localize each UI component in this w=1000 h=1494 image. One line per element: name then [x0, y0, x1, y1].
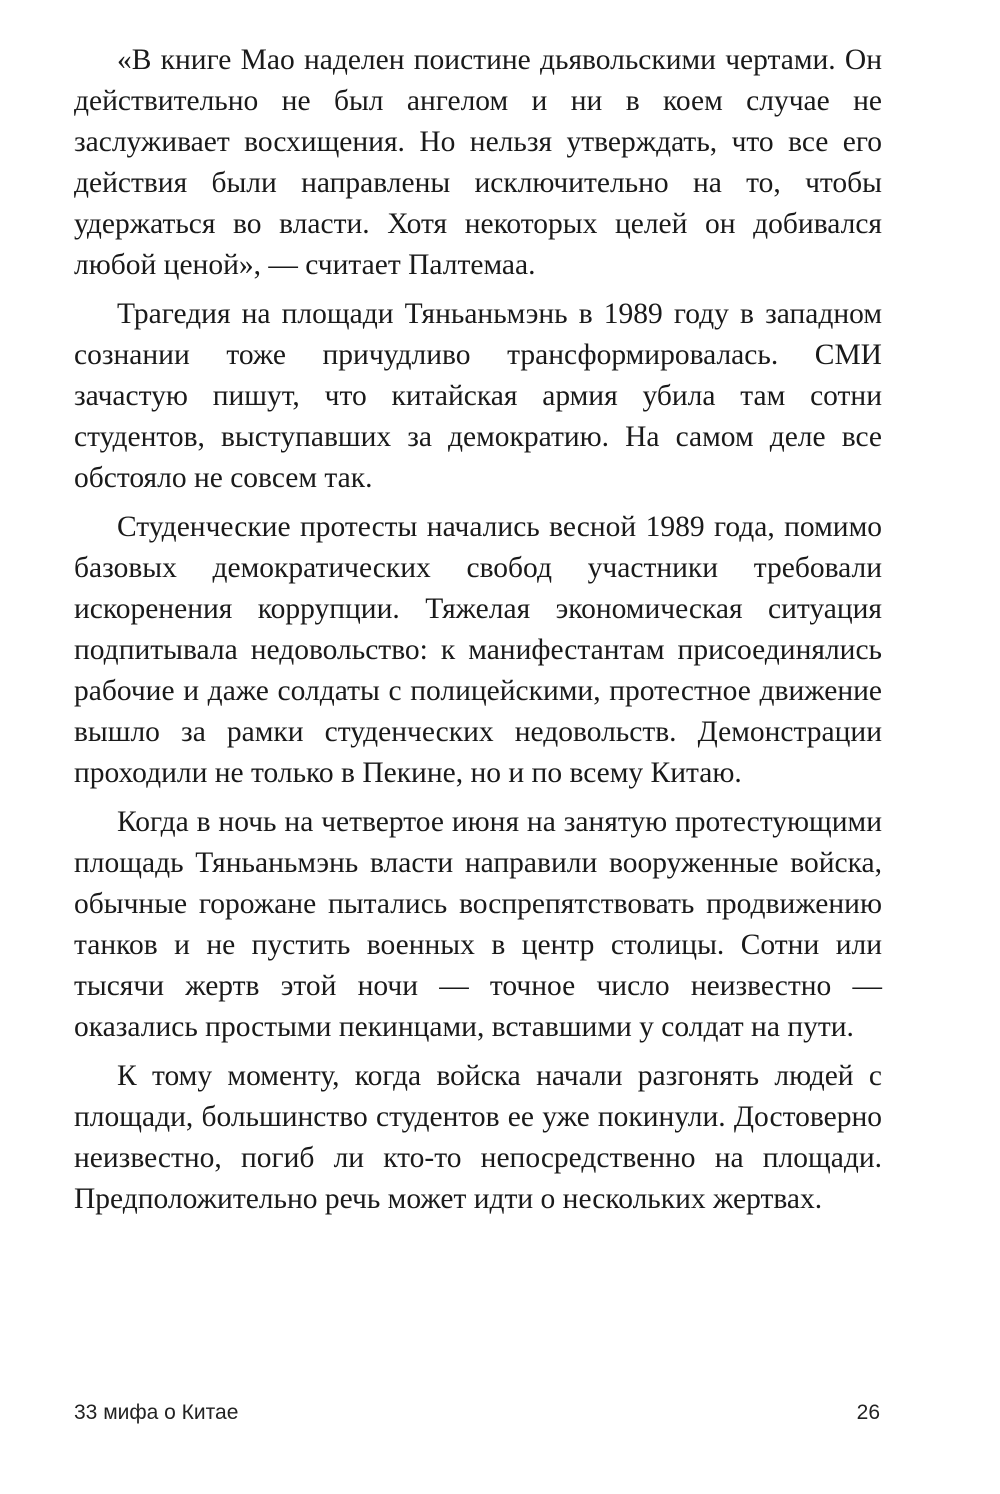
page-body: [74, 40, 882, 1228]
running-footer-title: 33 мифа о Китае: [74, 1401, 239, 1424]
page-number: 26: [856, 1401, 880, 1424]
paragraph: «В книге Мао наделен поистине дьявольскими чертами. Он действительно не был ангелом и ни в коем случае не заслуживает восхищения. Но нельзя утверждать, что все его действия были направлены исключительно на то, чтобы удержаться во власти. Хотя некоторых целей он добивался любой ценой», — считает Палтемаа.: [74, 44, 882, 281]
paragraph: Когда в ночь на четвертое июня на занятую протестующими площадь Тяньаньмэнь власти направили вооруженные войска, обычные горожане пытались воспрепятствовать продвижению танков и не пустить военных в центр столицы. Сотни или тысячи жертв этой ночи — точное число неизвестно — оказались простыми пекинцами, вставшими у солдат на пути.: [74, 806, 882, 1043]
paragraph: Трагедия на площади Тяньаньмэнь в 1989 году в западном сознании тоже причудливо трансформировалась. СМИ зачастую пишут, что китайская армия убила там сотни студентов, выступавших за демократию. На самом деле все обстояло не совсем так.: [74, 298, 882, 494]
paragraph: Студенческие протесты начались весной 1989 года, помимо базовых демократических свобод участники требовали искоренения коррупции. Тяжелая экономическая ситуация подпитывала недовольство: к манифестантам присоединялись рабочие и даже солдаты с полицейскими, протестное движение вышло за рамки студенческих недовольств. Демонстрации проходили не только в Пекине, но и по всему Китаю.: [74, 511, 882, 789]
paragraph: К тому моменту, когда войска начали разгонять людей с площади, большинство студентов ее уже покинули. Достоверно неизвестно, погиб ли кто-то непосредственно на площади. Предположительно речь может идти о нескольких жертвах.: [74, 1060, 882, 1215]
